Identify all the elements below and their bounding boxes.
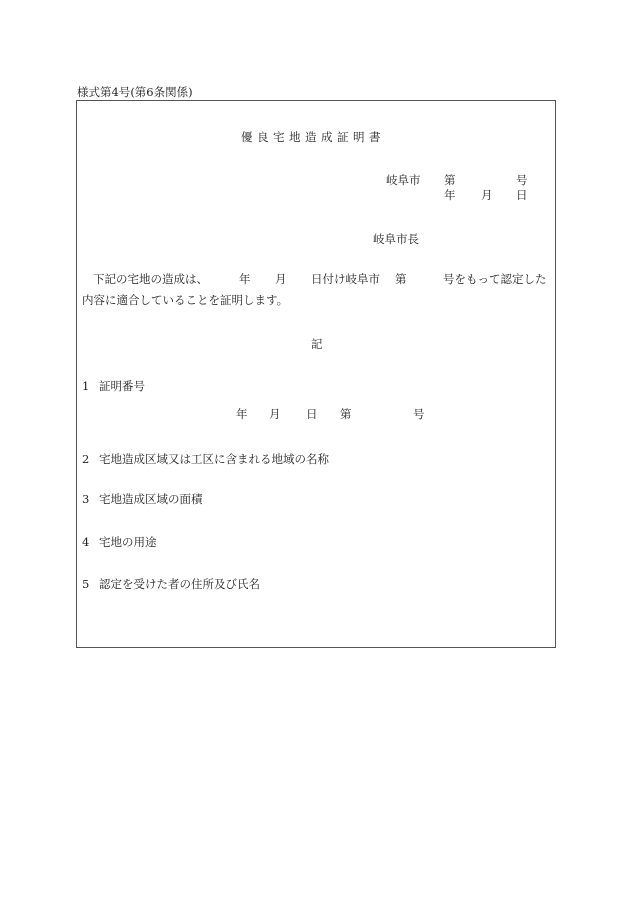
item-label-land-use: 宅地の用途 — [99, 535, 157, 549]
body-text-line2: 内容に適合していることを証明します。 — [82, 293, 289, 307]
form-number: 様式第4号(第6条関係) — [77, 85, 193, 99]
item1-month: 月 — [269, 407, 281, 421]
item-number: 3 — [82, 492, 90, 506]
issue-date-month: 月 — [481, 188, 493, 202]
item-number: 1 — [82, 379, 90, 393]
form-frame — [76, 100, 556, 648]
item1-number-suffix: 号 — [413, 407, 425, 421]
item-number: 4 — [82, 535, 90, 549]
body-date-month: 月 — [275, 272, 287, 286]
body-text-start: 下記の宅地の造成は、 — [93, 272, 208, 286]
item-number: 2 — [82, 452, 90, 466]
item-label-cert-number: 証明番号 — [99, 379, 145, 393]
body-text-end: 号をもって認定した — [443, 272, 547, 286]
body-number-prefix: 第 — [395, 272, 407, 286]
item-number: 5 — [82, 577, 90, 591]
document-title: 優良宅地造成証明書 — [241, 130, 385, 144]
certificate-number-prefix: 第 — [444, 173, 456, 187]
item-label-area-size: 宅地造成区域の面積 — [99, 492, 203, 506]
issue-date-year: 年 — [444, 188, 456, 202]
item-label-applicant: 認定を受けた者の住所及び氏名 — [99, 577, 260, 591]
item-label-area-name: 宅地造成区域又は工区に含まれる地域の名称 — [99, 452, 329, 466]
body-date-day-city: 日付け岐阜市 — [311, 272, 380, 286]
item1-year: 年 — [236, 407, 248, 421]
item1-number-prefix: 第 — [340, 407, 352, 421]
issuer-name: 岐阜市長 — [373, 232, 419, 246]
certificate-number-suffix: 号 — [516, 173, 528, 187]
item1-day: 日 — [306, 407, 318, 421]
issue-date-day: 日 — [516, 188, 528, 202]
ki-heading: 記 — [311, 337, 323, 351]
certificate-number-city: 岐阜市 — [386, 173, 421, 187]
body-date-year: 年 — [239, 272, 251, 286]
